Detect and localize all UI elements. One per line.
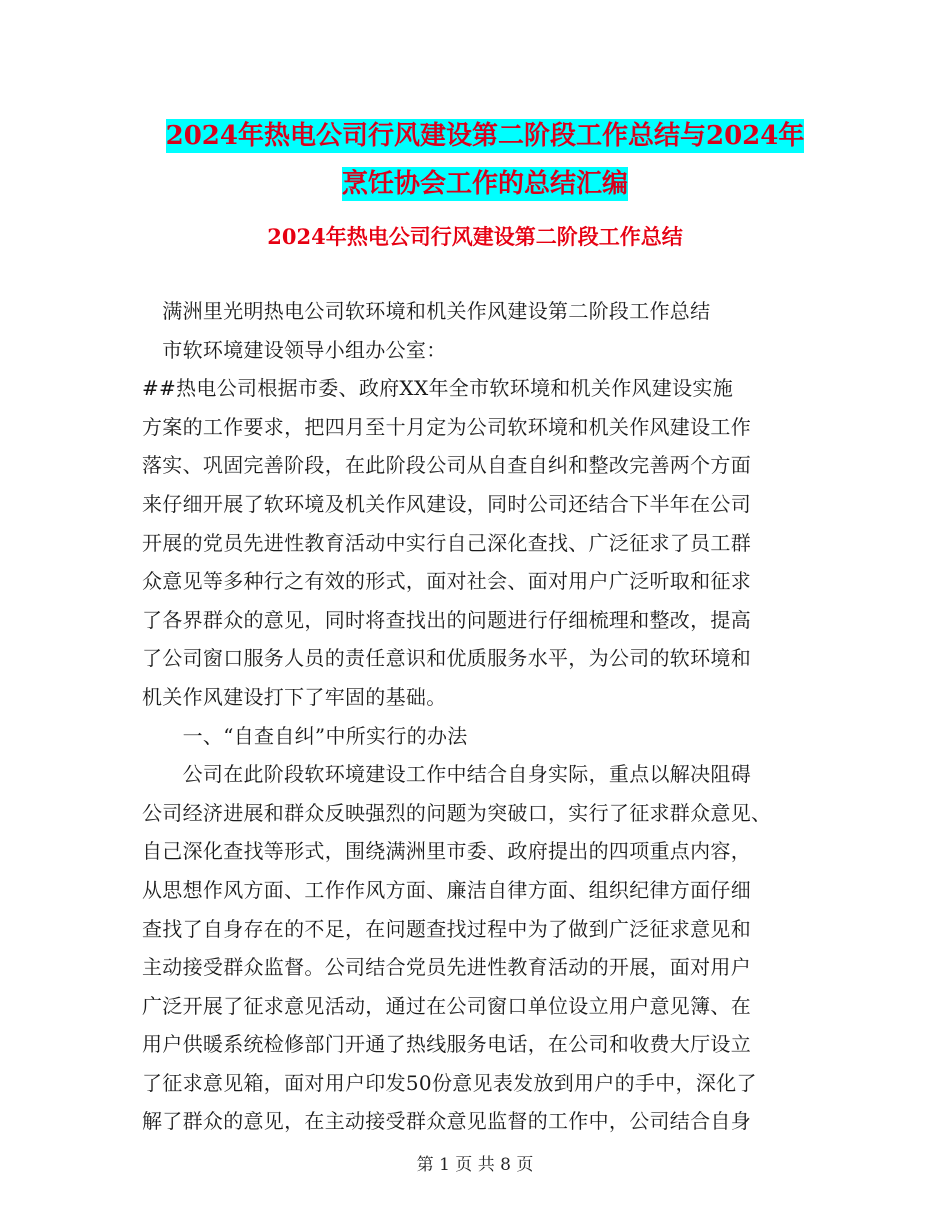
text-line: 方案的工作要求，把四月至十月定为公司软环境和机关作风建设工作 bbox=[142, 414, 751, 439]
text-line: 机关作风建设打下了牢固的基础。 bbox=[142, 684, 447, 709]
text-line: 公司在此阶段软环境建设工作中结合自身实际，重点以解决阻碍 bbox=[142, 762, 751, 787]
text-line: 一、“自查自纠”中所实行的办法 bbox=[142, 723, 468, 748]
text-line: 了征求意见箱，面对用户印发50份意见表发放到用户的手中，深化了 bbox=[142, 1070, 757, 1095]
text-line: 来仔细开展了软环境及机关作风建设，同时公司还结合下半年在公司 bbox=[142, 491, 751, 516]
text-line: 公司经济进展和群众反映强烈的问题为突破口，实行了征求群众意见、 bbox=[142, 800, 772, 825]
page-footer: 第 1 页 共 8 页 bbox=[416, 1155, 534, 1175]
text-line: 市软环境建设领导小组办公室： bbox=[142, 337, 447, 362]
body-text bbox=[142, 292, 802, 1141]
text-line: 从思想作风方面、工作作风方面、廉洁自律方面、组织纪律方面仔细 bbox=[142, 877, 751, 902]
text-line: 众意见等多种行之有效的形式，面对社会、面对用户广泛听取和征求 bbox=[142, 569, 751, 594]
text-line: 解了群众的意见，在主动接受群众意见监督的工作中，公司结合自身 bbox=[142, 1109, 751, 1134]
text-line: 开展的党员先进性教育活动中实行自己深化查找、广泛征求了员工群 bbox=[142, 530, 751, 555]
text-line: 了公司窗口服务人员的责任意识和优质服务水平，为公司的软环境和 bbox=[142, 646, 751, 671]
text-line: 广泛开展了征求意见活动，通过在公司窗口单位设立用户意见簿、在 bbox=[142, 993, 751, 1018]
section-title: 2024年热电公司行风建设第二阶段工作总结 bbox=[267, 224, 683, 249]
title-line-1: 2024年热电公司行风建设第二阶段工作总结与2024年 bbox=[165, 121, 805, 151]
title-line-2: 烹饪协会工作的总结汇编 bbox=[341, 169, 628, 199]
text-line: 自己深化查找等形式，围绕满洲里市委、政府提出的四项重点内容， bbox=[142, 839, 751, 864]
text-line: ##热电公司根据市委、政府XX年全市软环境和机关作风建设实施 bbox=[142, 376, 733, 401]
text-line: 主动接受群众监督。公司结合党员先进性教育活动的开展，面对用户 bbox=[142, 955, 751, 980]
text-line: 查找了自身存在的不足，在问题查找过程中为了做到广泛征求意见和 bbox=[142, 916, 751, 941]
text-line: 了各界群众的意见，同时将查找出的问题进行仔细梳理和整改，提高 bbox=[142, 607, 751, 632]
text-line: 满洲里光明热电公司软环境和机关作风建设第二阶段工作总结 bbox=[142, 299, 711, 323]
text-line: 用户供暖系统检修部门开通了热线服务电话，在公司和收费大厅设立 bbox=[142, 1032, 751, 1057]
document-title bbox=[140, 112, 830, 208]
text-line: 落实、巩固完善阶段，在此阶段公司从自查自纠和整改完善两个方面 bbox=[142, 453, 751, 478]
